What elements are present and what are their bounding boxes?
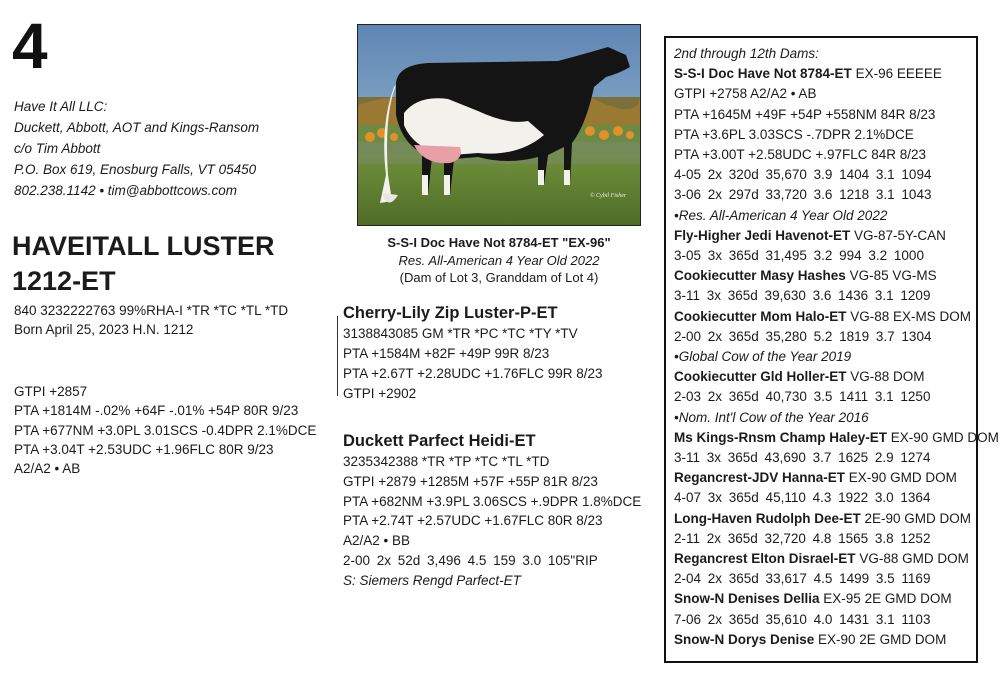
ancestor-record: 3-11 3x 365d 43,690 3.7 1625 2.9 1274 xyxy=(674,450,931,466)
lot-number: 4 xyxy=(12,10,48,82)
sire-line: 3138843085 GM *TR *PC *TC *TY *TV xyxy=(343,326,578,341)
registration-number: 840 3232222763 99%RHA-I *TR *TC *TL *TD xyxy=(14,303,289,318)
cow-photo xyxy=(357,24,641,226)
owner-line: c/o Tim Abbott xyxy=(14,141,101,156)
ancestor-record: 3-11 3x 365d 39,630 3.6 1436 3.1 1209 xyxy=(674,288,931,304)
genetics-line: PTA +677NM +3.0PL 3.01SCS -0.4DPR 2.1%DCE xyxy=(14,422,317,438)
ancestor-classification: VG-87-5Y-CAN xyxy=(850,227,946,243)
photo-caption xyxy=(357,234,641,287)
photo-credit: © Cybil Fisher xyxy=(590,193,627,199)
ancestor-detail: PTA +3.6PL 3.03SCS -.7DPR 2.1%DCE xyxy=(674,126,914,142)
dams-list xyxy=(674,44,999,650)
dam-ancestor-row xyxy=(674,226,999,246)
dam-line: GTPI +2879 +1285M +57F +55P 81R 8/23 xyxy=(343,473,598,489)
ancestor-name: Cookiecutter Gld Holler-ET xyxy=(674,369,847,385)
ancestor-classification: EX-90 GMD DOM xyxy=(845,470,957,486)
dam-line: 3235342388 *TR *TP *TC *TL *TD xyxy=(343,454,550,469)
animal-name-line1: HAVEITALL LUSTER xyxy=(12,231,275,261)
ancestor-record: 2-04 2x 365d 33,617 4.5 1499 3.5 1169 xyxy=(674,571,931,587)
sire-line: PTA +1584M +82F +49P 99R 8/23 xyxy=(343,346,550,361)
genetics-block xyxy=(14,382,316,478)
dam-line: PTA +2.74T +2.57UDC +1.67FLC 80R 8/23 xyxy=(343,513,603,529)
dams-heading: 2nd through 12th Dams: xyxy=(674,46,819,61)
ancestor-note: •Global Cow of the Year 2019 xyxy=(674,349,852,365)
dam-line: PTA +682NM +3.9PL 3.06SCS +.9DPR 1.8%DCE xyxy=(343,493,642,509)
genetics-line: PTA +3.04T +2.53UDC +1.96FLC 80R 9/23 xyxy=(14,441,274,457)
animal-name-line2: 1212-ET xyxy=(12,266,116,296)
ancestor-note: •Res. All-American 4 Year Old 2022 xyxy=(674,207,888,223)
owner-line: Duckett, Abbott, AOT and Kings-Ransom xyxy=(14,120,260,135)
ancestor-record: 4-05 2x 320d 35,670 3.9 1404 3.1 1094 xyxy=(674,167,932,183)
genetics-line: PTA +1814M -.02% +64F -.01% +54P 80R 9/23 xyxy=(14,403,299,419)
dam-name: Duckett Parfect Heidi-ET xyxy=(343,432,536,450)
ancestor-name: Regancrest-JDV Hanna-ET xyxy=(674,470,846,486)
caption-subtitle: Res. All-American 4 Year Old 2022 xyxy=(398,252,600,268)
owner-contact: 802.238.1142 • tim@abbottcows.com xyxy=(14,183,238,198)
genetics-line: A2/A2 • AB xyxy=(14,461,81,477)
dam-ancestor-row xyxy=(674,307,999,327)
ancestor-name: Regancrest Elton Disrael-ET xyxy=(674,551,856,567)
sire-line: GTPI +2902 xyxy=(343,386,417,401)
sire-line: PTA +2.67T +2.28UDC +1.76FLC 99R 8/23 xyxy=(343,366,603,381)
ancestor-classification: EX-96 EEEEE xyxy=(851,66,942,82)
ancestor-name: Snow-N Denises Dellia xyxy=(674,591,820,607)
ancestor-record: 2-00 2x 365d 35,280 5.2 1819 3.7 1304 xyxy=(674,328,932,344)
dam-ancestor-row xyxy=(674,549,999,569)
ancestor-classification: EX-90 2E GMD DOM xyxy=(814,631,947,647)
dam-ancestor-row xyxy=(674,630,999,650)
ancestor-classification: EX-90 GMD DOM xyxy=(887,429,999,445)
sire-name: Cherry-Lily Zip Luster-P-ET xyxy=(343,304,558,322)
ancestor-classification: EX-95 2E GMD DOM xyxy=(819,591,952,607)
owner-line: Have It All LLC: xyxy=(14,99,108,114)
animal-name xyxy=(12,229,275,299)
ancestor-name: Long-Haven Rudolph Dee-ET xyxy=(674,510,861,526)
cow-photo-illustration xyxy=(358,25,640,225)
ancestor-record: 2-03 2x 365d 40,730 3.5 1411 3.1 1250 xyxy=(674,389,931,405)
dam-ancestor-row xyxy=(674,589,999,609)
registration-block xyxy=(14,301,288,339)
owner-line: P.O. Box 619, Enosburg Falls, VT 05450 xyxy=(14,162,257,177)
dam-block xyxy=(343,430,641,591)
ancestor-classification: VG-88 GMD DOM xyxy=(855,551,969,567)
owner-block xyxy=(14,96,259,201)
genetics-line: GTPI +2857 xyxy=(14,384,88,399)
dam-ancestor-row xyxy=(674,367,999,387)
dam-ancestor-row xyxy=(674,64,999,84)
birth-date: Born April 25, 2023 H.N. 1212 xyxy=(14,322,194,337)
pedigree-divider xyxy=(337,316,338,396)
ancestor-record: 7-06 2x 365d 35,610 4.0 1431 3.1 1103 xyxy=(674,611,931,627)
ancestor-detail: GTPI +2758 A2/A2 • AB xyxy=(674,86,817,102)
dam-ancestor-row xyxy=(674,266,999,286)
dam-sire: S: Siemers Rengd Parfect-ET xyxy=(343,572,521,588)
ancestor-detail: PTA +3.00T +2.58UDC +.97FLC 84R 8/23 xyxy=(674,147,927,163)
ancestor-name: S-S-I Doc Have Not 8784-ET xyxy=(674,66,852,82)
ancestor-classification: 2E-90 GMD DOM xyxy=(860,510,972,526)
caption-title: S-S-I Doc Have Not 8784-ET "EX-96" xyxy=(387,235,611,250)
ancestor-record: 2-11 2x 365d 32,720 4.8 1565 3.8 1252 xyxy=(674,530,931,546)
ancestor-record: 4-07 3x 365d 45,110 4.3 1922 3.0 1364 xyxy=(674,490,931,506)
dam-record: 2-00 2x 52d 3,496 4.5 159 3.0 105"RIP xyxy=(343,552,598,568)
dam-line: A2/A2 • BB xyxy=(343,533,411,549)
ancestor-name: Snow-N Dorys Denise xyxy=(674,631,815,647)
dam-ancestor-row xyxy=(674,509,999,529)
ancestor-record: 3-05 3x 365d 31,495 3.2 994 3.2 1000 xyxy=(674,248,924,264)
caption-note: (Dam of Lot 3, Granddam of Lot 4) xyxy=(399,270,599,285)
ancestor-record: 3-06 2x 297d 33,720 3.6 1218 3.1 1043 xyxy=(674,187,932,203)
ancestor-note: •Nom. Int'l Cow of the Year 2016 xyxy=(674,409,869,425)
dam-ancestor-row xyxy=(674,428,999,448)
ancestor-detail: PTA +1645M +49F +54P +558NM 84R 8/23 xyxy=(674,106,936,122)
ancestor-name: Cookiecutter Masy Hashes xyxy=(674,268,846,284)
dam-ancestor-row xyxy=(674,468,999,488)
sire-block xyxy=(343,302,603,404)
ancestor-name: Cookiecutter Mom Halo-ET xyxy=(674,308,847,324)
ancestor-name: Fly-Higher Jedi Havenot-ET xyxy=(674,227,851,243)
ancestor-classification: VG-88 EX-MS DOM xyxy=(846,308,972,324)
ancestor-name: Ms Kings-Rnsm Champ Haley-ET xyxy=(674,429,888,445)
ancestor-classification: VG-85 VG-MS xyxy=(845,268,937,284)
ancestor-classification: VG-88 DOM xyxy=(846,369,925,385)
